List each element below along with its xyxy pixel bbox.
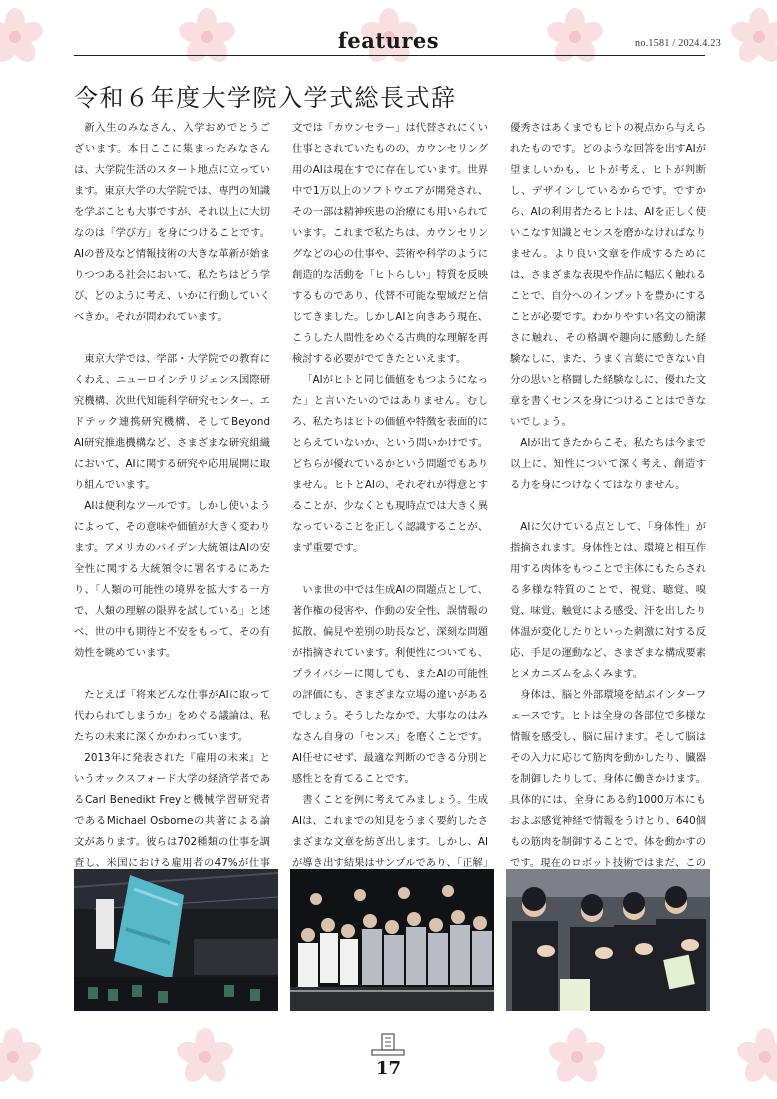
applauding-students-photo: [506, 869, 710, 1011]
section-title: features: [337, 28, 440, 53]
article-title: 令和６年度大学院入学式総長式辞: [74, 84, 457, 112]
page-number: 17: [375, 1058, 402, 1079]
ceremony-stage-banner-photo: [74, 869, 278, 1011]
article-paragraph: 新入生のみなさん、入学おめでとうございます。本日ここに集まったみなさんは、大学院生活のスタート地点に立っています。東京大学の大学院では、専門の知識を学ぶことも大事ですが、それ以上に大切なのは「学び方」を身につけることです。AIの普及など情報技術の大きな革新が始まりつつある社会において、私たちはどう学び、どのように考え、いかに行動していくべきか。それが問われています。: [74, 122, 270, 323]
article-paragraph: 2013年に発表された『雇用の未来』というオックスフォード大学の経済学者であるCarl Benedikt Freyと機械学習研究者であるMichael Osborneの共著による論文があります。彼らは702種類の仕事を調査し、米国における雇用者の47%が仕事: [74, 752, 270, 869]
article-paragraph: いま世の中では生成AIの問題点として、著作権の侵害や、作動の安全性、誤情報の拡散、偏見や差別の助長など、深刻な問題が指摘されています。利便性についても、プライバシーに関しても、またAIの可能性の評価にも、さまざまな立場の違いがあるでしょう。そうしたなかで、大事なのはみなさん自身の「センス」を磨くことです。AI任せにせず、最適な判断のできる分別と感性とを育てることです。: [292, 584, 488, 785]
article-paragraph: 書くことを例に考えてみましょう。生成AIは、これまでの知見をうまく要約したさまざまな文章を紡ぎ出します。しかし、AIが導き出す結果はサンプルであり、「正解」: [292, 794, 488, 869]
article-paragraph: 身体は、脳と外部環境を結ぶインターフェースです。ヒトは全身の各部位で多様な情報を感受し、脳に届けます。そして脳はその入力に応じて筋肉を動かしたり、臓器を制御したりして、身体に働きかけます。具体的には、全身にある約1000万本にもおよぶ感覚神経で情報をうけとり、640個もの筋肉を制御することで、体を動かすのです。現在のロボット技術ではまだ、この: [510, 689, 706, 869]
university-emblem-icon: [368, 1032, 408, 1058]
paragraph-gap: [74, 664, 270, 685]
issue-info: no.1581 / 2024.4.23: [635, 38, 721, 49]
article-column-1: [74, 118, 270, 958]
article-paragraph: 「AIがヒトと同じ価値をもつようになった」と言いたいのではありません。むしろ、私たちはヒトの価値や特徴を表面的にとらえていないか、という問いかけです。どちらが優れているかという問題でもありません。ヒトとAIの、それぞれが得意とすることが、少なくとも現時点では大きく異なっていることを正しく認識することが、まず重要です。: [292, 374, 488, 554]
paragraph-gap: [292, 559, 488, 580]
article-paragraph: 東京大学では、学部・大学院での教育にくわえ、ニューロインテリジェンス国際研究機構、次世代知能科学研究センター、エドテック連携研究機構、そしてBeyond AI研究推進機構など、さまざまな研究組織において、AIに関する研究や応用展開に取り組んでいます。: [74, 353, 270, 491]
article-paragraph: AIは便利なツールです。しかし使いようによって、その意味や価値が大きく変わります。アメリカのバイデン大統領はAIの安全性に関する大統領令に署名するにあたり、「人類の可能性の境界を拡大する一方で、人類の理解の限界を試している」と述べ、世の中も期待と不安をもって、その有効性を眺めています。: [74, 500, 270, 659]
paragraph-gap: [74, 328, 270, 349]
article-paragraph: たとえば「将来どんな仕事がAIに取って代わられてしまうか」をめぐる議論は、私たちの未来に深くかかわっています。: [74, 689, 270, 743]
paragraph-gap: [510, 496, 706, 517]
article-paragraph: AIが出てきたからこそ、私たちは今まで以上に、知性について深く考え、創造する力を身につけなくてはなりません。: [510, 437, 706, 491]
article-paragraph: 文では「カウンセラー」は代替されにくい仕事とされていたものの、カウンセリング用のAIは現在すでに存在しています。世界中で1万以上のソフトウエアが開発され、その一部は精神疾患の治療にも用いられています。これまで私たちは、カウンセリングなどの心の仕事や、芸術や科学のように創造的な活動を「ヒトらしい」特質を反映するものであり、代替不可能な聖域だと信じてきました。しかしAIと向きあう現在、こうした人間性をめぐる古典的な理解を再検討する必要がでてきたといえます。: [292, 122, 488, 365]
article-column-2: [292, 118, 488, 937]
choir-performance-photo: [290, 869, 494, 1011]
article-paragraph: 優秀さはあくまでもヒトの視点から与えられたものです。どのような回答を出すAIが望ましいかも、ヒトが考え、ヒトが判断し、デザインしているからです。ですから、AIの利用者たるヒトは、AIを正しく使いこなす知識とセンスを磨かなければなりません。より良い文章を作成するためには、さまざまな表現や作品に幅広く触れることで、自分へのインプットを豊かにすることが必要です。わかりやすい名文の簡潔さに触れ、その格調や趣向に感動した経験なしに、また、うまく言葉にできない自分の思いと格闘した経験なしに、優れた文章を書くセンスを身につけることはできないでしょう。: [510, 122, 706, 428]
header-divider: [74, 55, 705, 56]
article-column-3: [510, 118, 706, 937]
article-paragraph: AIに欠けている点として、「身体性」が指摘されます。身体性とは、環境と相互作用する肉体をもつことで主体にもたらされる多様な特質のことで、視覚、聴覚、嗅覚、味覚、触覚による感受、汗を出したり体温が変化したりといった刺激に対する反応、手足の運動など、さまざまな構成要素とメカニズムをふくみます。: [510, 521, 706, 680]
